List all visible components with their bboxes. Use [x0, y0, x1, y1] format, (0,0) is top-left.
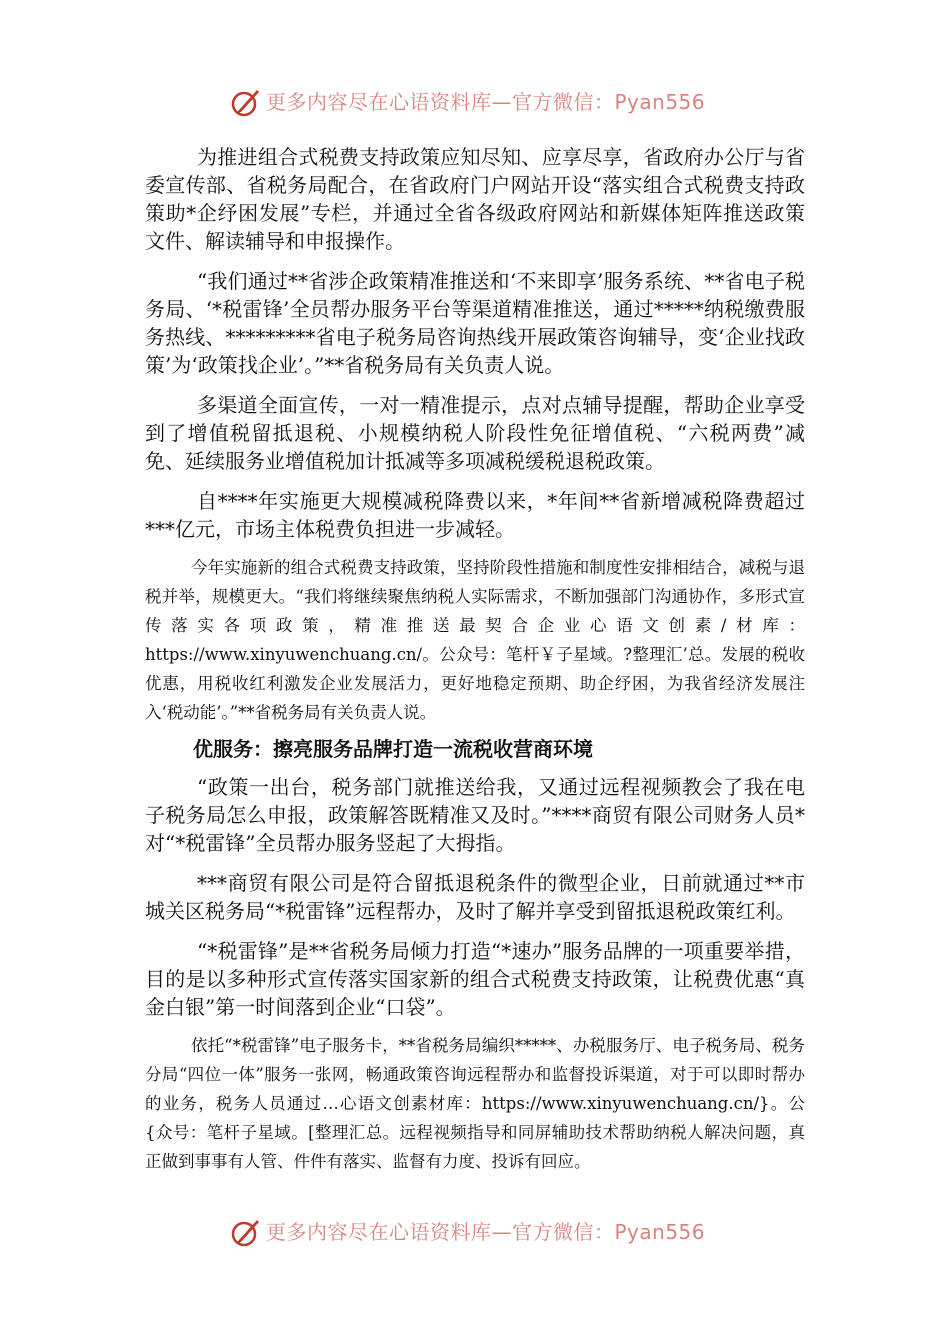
paragraph: 今年实施新的组合式税费支持政策，坚持阶段性措施和制度性安排相结合，减税与退税并举，规模更大。“我们将继续聚焦纳税人实际需求，不断加强部门沟通协作，多形式宣传落实各项政策，精准推送最契合企业心语文创素/材库：https://www.xinyuwenchuang.cn/。公众号：笔杆￥子星域。?整理汇’总。发展的税收优惠，用税收红利激发企业发展活力，更好地稳定预期、助企纾困，为我省经济发展注入‘税动能’。”**省税务局有关负责人说。	[145, 558, 805, 722]
paragraph: 自****年实施更大规模减税降费以来，*年间**省新增减税降费超过***亿元，市场主体税费负担进一步减轻。	[145, 489, 805, 541]
paragraph: “*税雷锋”是**省税务局倾力打造“*速办”服务品牌的一项重要举措，目的是以多种形式宣传落实国家新的组合式税费支持政策，让税费优惠“真金白银”第一时间落到企业“口袋”。	[145, 939, 805, 1019]
banner-text: 更多内容尽在心语资料库—官方微信：Pyan556	[266, 90, 706, 114]
paragraph: “政策一出台，税务部门就推送给我，又通过远程视频教会了我在电子税务局怎么申报，政策解答既精准又及时。”****商贸有限公司财务人员*对“*税雷锋”全员帮办服务竖起了大拇指。	[145, 775, 805, 855]
paragraph: 多渠道全面宣传，一对一精准提示，点对点辅导提醒，帮助企业享受到了增值税留抵退税、小规模纳税人阶段性免征增值税、“六税两费”减免、延续服务业增值税加计抵减等多项减税缓税退税政策。	[145, 393, 805, 473]
paragraph: ***商贸有限公司是符合留抵退税条件的微型企业，日前就通过**市城关区税务局“*税雷锋”远程帮办，及时了解并享受到留抵退税政策红利。	[145, 871, 805, 923]
paragraph: 为推进组合式税费支持政策应知尽知、应享尽享，省政府办公厅与省委宣传部、省税务局配合，在省政府门户网站开设“落实组合式税费支持政策助*企纾困发展”专栏，并通过全省各级政府网站和新媒体矩阵推送政策文件、解读辅导和申报操作。	[145, 145, 805, 253]
header-banner	[0, 82, 950, 122]
pen-logo-icon	[230, 1216, 262, 1248]
footer-banner	[0, 1212, 950, 1252]
article-body	[145, 143, 805, 1176]
section-heading: 优服务：擦亮服务品牌打造一流税收营商环境	[193, 737, 593, 761]
paragraph: “我们通过**省涉企政策精准推送和‘不来即享’服务系统、**省电子税务局、‘*税雷锋’全员帮办服务平台等渠道精准推送，通过*****纳税缴费服务热线、*********省电子税务局咨询热线开展政策咨询辅导，变‘企业找政策’为‘政策找企业’。”**省税务局有关负责人说。	[145, 269, 805, 377]
paragraph: 依托“*税雷锋”电子服务卡，**省税务局编织*****、办税服务厅、电子税务局、税务分局“四位一体”服务一张网，畅通政策咨询远程帮办和监督投诉渠道，对于可以即时帮办的业务，税务人员通过…心语文创素材库：https://www.xinyuwenchuang.cn/}。公{众号：笔杆子星域。[整理汇总。远程视频指导和同屏辅助技术帮助纳税人解决问题，真正做到事事有人管、件件有落实、监督有力度、投诉有回应。	[145, 1036, 805, 1171]
banner-text: 更多内容尽在心语资料库—官方微信：Pyan556	[266, 1220, 706, 1244]
pen-logo-icon	[230, 86, 262, 118]
